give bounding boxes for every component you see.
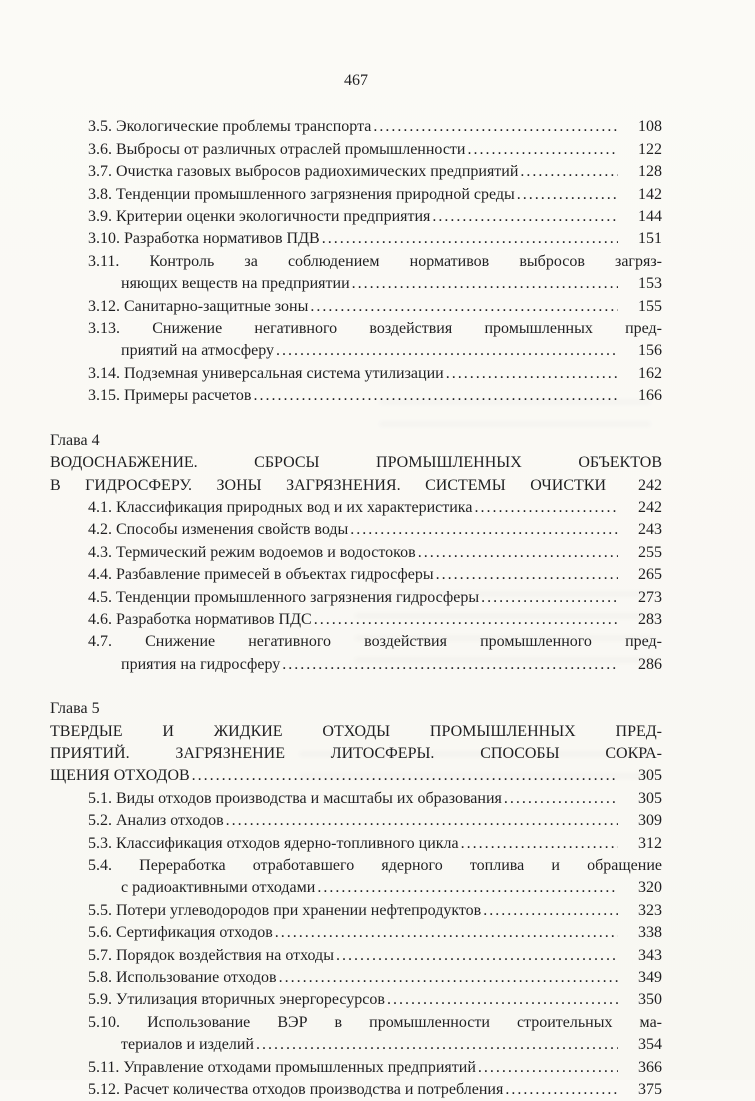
entry-last-line [121, 340, 662, 362]
entry-last-line [88, 139, 662, 161]
entry-page-number: 283 [638, 610, 662, 628]
entry-page-number: 144 [638, 208, 662, 226]
entry-text: 5.8. Использование отходов [88, 969, 277, 987]
entry-page-number: 151 [638, 230, 662, 248]
entry-text: 5.12. Расчет количества отходов производства и потребления [88, 1081, 504, 1099]
entry-last-line [88, 206, 662, 228]
toc-entry [88, 855, 662, 900]
entry-page-number: 309 [638, 812, 662, 830]
entry-page-number: 323 [638, 901, 662, 919]
dotted-leader [317, 877, 618, 899]
chapter-title-line: ПРИЯТИЙ. ЗАГРЯЗНЕНИЕ ЛИТОСФЕРЫ. СПОСОБЫ СОКРА- [50, 744, 662, 762]
entry-text: 3.7. Очистка газовых выбросов радиохимических предприятий [88, 163, 519, 181]
entry-page-number: 255 [638, 543, 662, 561]
toc-entry [88, 363, 662, 385]
toc-entry [88, 922, 662, 944]
entry-last-line [88, 587, 662, 609]
entry-text-line: 5.10. Использование ВЭР в промышленности строительных ма- [88, 1013, 662, 1031]
entry-last-line [88, 363, 662, 385]
dotted-leader [352, 273, 618, 295]
entry-last-line [88, 922, 662, 944]
dotted-leader [483, 900, 618, 922]
entry-page-number: 243 [638, 521, 662, 539]
entry-last-line [88, 564, 662, 586]
entry-text: териалов и изделий [121, 1036, 254, 1054]
entry-page-number: 142 [638, 185, 662, 203]
entry-text: 5.9. Утилизация вторичных энергоресурсов [88, 991, 385, 1009]
entry-last-line [88, 945, 662, 967]
entry-text: приятий на атмосферу [121, 342, 275, 360]
entry-text: 3.9. Критерии оценки экологичности предприятия [88, 208, 431, 226]
toc [50, 116, 662, 1101]
entry-last-line [88, 184, 662, 206]
entry-text: 4.5. Тенденции промышленного загрязнения гидросферы [88, 588, 480, 606]
entry-page-number: 305 [638, 789, 662, 807]
entry-text: 4.4. Разбавление примесей в объектах гидросферы [88, 566, 434, 584]
entry-last-line [88, 810, 662, 832]
dotted-leader [279, 967, 618, 989]
toc-entry [88, 385, 662, 407]
entry-text: 4.1. Классификация природных вод и их характеристика [88, 498, 473, 516]
toc-entry [88, 139, 662, 161]
toc-entry [88, 206, 662, 228]
entry-page-number: 349 [638, 969, 662, 987]
entry-text: 5.11. Управление отходами промышленных предприятий [88, 1058, 476, 1076]
entry-last-line [88, 542, 662, 564]
toc-entry [88, 609, 662, 631]
dotted-leader [461, 833, 618, 855]
entry-page-number: 166 [638, 387, 662, 405]
entry-page-number: 354 [638, 1036, 662, 1054]
entry-last-line [121, 877, 662, 899]
entry-page-number: 366 [638, 1058, 662, 1076]
entry-page-number: 273 [638, 588, 662, 606]
entry-page-number: 343 [638, 946, 662, 964]
entry-page-number: 153 [638, 275, 662, 293]
toc-entry [88, 788, 662, 810]
dotted-leader [192, 765, 618, 787]
entry-last-line [88, 385, 662, 407]
entry-last-line [88, 1079, 662, 1101]
entry-text: 4.3. Термический режим водоемов и водостоков [88, 543, 416, 561]
toc-entry [88, 318, 662, 363]
entry-page-number: 286 [638, 655, 662, 673]
dotted-leader [474, 497, 618, 519]
entry-page-number: 122 [638, 140, 662, 158]
chapter-block [50, 430, 662, 676]
toc-entry [88, 564, 662, 586]
entries-block [50, 116, 662, 407]
dotted-leader [467, 139, 618, 161]
toc-entry [88, 1057, 662, 1079]
entry-text: няющих веществ на предприятии [121, 275, 350, 293]
entry-last-line [88, 989, 662, 1011]
toc-entry [88, 833, 662, 855]
toc-entry [88, 945, 662, 967]
chapter-label: Глава 5 [50, 700, 100, 718]
entry-last-line [88, 296, 662, 318]
dotted-leader [520, 161, 618, 183]
entry-page-number: 265 [638, 566, 662, 584]
chapter-title-line: ТВЕРДЫЕ И ЖИДКИЕ ОТХОДЫ ПРОМЫШЛЕННЫХ ПРЕД- [50, 722, 662, 740]
dotted-leader [504, 788, 618, 810]
dotted-leader [418, 542, 618, 564]
entry-last-line [88, 788, 662, 810]
entry-page-number: 338 [638, 924, 662, 942]
toc-entry [88, 1079, 662, 1101]
toc-entry [88, 497, 662, 519]
toc-entry [88, 251, 662, 296]
entry-last-line [88, 228, 662, 250]
dotted-leader [256, 1034, 618, 1056]
dotted-leader [226, 810, 618, 832]
entry-last-line [88, 497, 662, 519]
dotted-leader [436, 564, 618, 586]
entry-last-line [88, 519, 662, 541]
toc-entry [88, 161, 662, 183]
entry-text-line: 3.13. Снижение негативного воздействия промышленных пред- [88, 320, 662, 338]
toc-entry [88, 296, 662, 318]
dotted-leader [432, 206, 618, 228]
entry-last-line [121, 654, 662, 676]
toc-entry [88, 1012, 662, 1057]
dotted-leader [253, 385, 618, 407]
toc-entry [88, 810, 662, 832]
entry-text-line: 3.11. Контроль за соблюдением нормативов выбросов загряз- [88, 252, 662, 270]
chapter-title-text: В ГИДРОСФЕРУ. ЗОНЫ ЗАГРЯЗНЕНИЯ. СИСТЕМЫ ОЧИСТКИ [50, 476, 606, 494]
dotted-leader [314, 609, 618, 631]
chapter-title-line: ВОДОСНАБЖЕНИЕ. СБРОСЫ ПРОМЫШЛЕННЫХ ОБЪЕКТОВ [50, 454, 662, 472]
chapter-title-last-line [50, 765, 662, 787]
entry-text: 3.6. Выбросы от различных отраслей промышленности [88, 140, 466, 158]
toc-entry [88, 587, 662, 609]
entry-page-number: 128 [638, 163, 662, 181]
entry-last-line [121, 273, 662, 295]
entry-page-number: 375 [638, 1081, 662, 1099]
entry-text: 3.10. Разработка нормативов ПДВ [88, 230, 320, 248]
dotted-leader [275, 922, 618, 944]
dotted-leader [336, 945, 618, 967]
entry-page-number: 108 [638, 118, 662, 136]
entry-last-line [88, 116, 662, 138]
toc-entry [88, 116, 662, 138]
entry-last-line [88, 900, 662, 922]
dotted-leader [322, 228, 618, 250]
toc-entry [88, 900, 662, 922]
entry-page-number: 320 [638, 879, 662, 897]
entry-text: 5.7. Порядок воздействия на отходы [88, 946, 334, 964]
dotted-leader [481, 587, 618, 609]
dotted-leader [282, 654, 618, 676]
page-content [50, 70, 662, 1101]
dotted-leader [350, 519, 618, 541]
entry-text: 3.5. Экологические проблемы транспорта [88, 118, 372, 136]
entry-last-line [88, 1057, 662, 1079]
chapter-title-text: ЩЕНИЯ ОТХОДОВ [50, 767, 190, 785]
entry-text: 3.8. Тенденции промышленного загрязнения природной среды [88, 185, 515, 203]
dotted-leader [387, 989, 618, 1011]
toc-entry [88, 989, 662, 1011]
entry-text: 3.12. Санитарно-защитные зоны [88, 297, 309, 315]
entry-last-line [121, 1034, 662, 1056]
entry-text: 4.6. Разработка нормативов ПДС [88, 610, 312, 628]
dotted-leader [310, 296, 618, 318]
dotted-leader [446, 363, 618, 385]
entry-page-number: 350 [638, 991, 662, 1009]
entry-text-line: 5.4. Переработка отработавшего ядерного топлива и обращение [88, 857, 662, 874]
dotted-leader [276, 340, 618, 362]
entry-last-line [88, 833, 662, 855]
page-number-folio: 467 [344, 72, 368, 89]
entry-text: 4.2. Способы изменения свойств воды [88, 521, 349, 539]
entry-text: 5.3. Классификация отходов ядерно-топливного цикла [88, 834, 459, 852]
entry-page-number: 162 [638, 364, 662, 382]
entry-text: 3.15. Примеры расчетов [88, 387, 252, 405]
entry-last-line [88, 609, 662, 631]
toc-entry [88, 967, 662, 989]
entry-page-number: 242 [638, 498, 662, 516]
toc-entry [88, 228, 662, 250]
entry-last-line [88, 967, 662, 989]
entry-text-line: 4.7. Снижение негативного воздействия промышленного пред- [88, 633, 662, 651]
toc-entry [88, 542, 662, 564]
dotted-leader [505, 1079, 618, 1101]
chapter-page-number: 305 [638, 767, 662, 785]
chapter-label: Глава 4 [50, 431, 100, 449]
entry-page-number: 312 [638, 834, 662, 852]
chapter-title-last-line [50, 475, 662, 497]
dotted-leader [478, 1057, 618, 1079]
chapter-block [50, 698, 662, 1101]
dotted-leader [373, 116, 618, 138]
dotted-leader [517, 184, 618, 206]
entry-text: 5.6. Сертификация отходов [88, 924, 273, 942]
toc-entry [88, 519, 662, 541]
entry-text: 5.5. Потери углеводородов при хранении нефтепродуктов [88, 901, 482, 919]
entry-last-line [88, 161, 662, 183]
toc-entry [88, 184, 662, 206]
toc-entry [88, 631, 662, 676]
entry-text: 5.2. Анализ отходов [88, 812, 224, 830]
entry-text: 3.14. Подземная универсальная система утилизации [88, 364, 444, 382]
entry-text: 5.1. Виды отходов производства и масштабы их образования [88, 789, 502, 807]
entry-text: приятия на гидросферу [121, 655, 281, 673]
entry-text: с радиоактивными отходами [121, 879, 316, 897]
entry-page-number: 156 [638, 342, 662, 360]
chapter-page-number: 242 [638, 476, 662, 494]
entry-page-number: 155 [638, 297, 662, 315]
